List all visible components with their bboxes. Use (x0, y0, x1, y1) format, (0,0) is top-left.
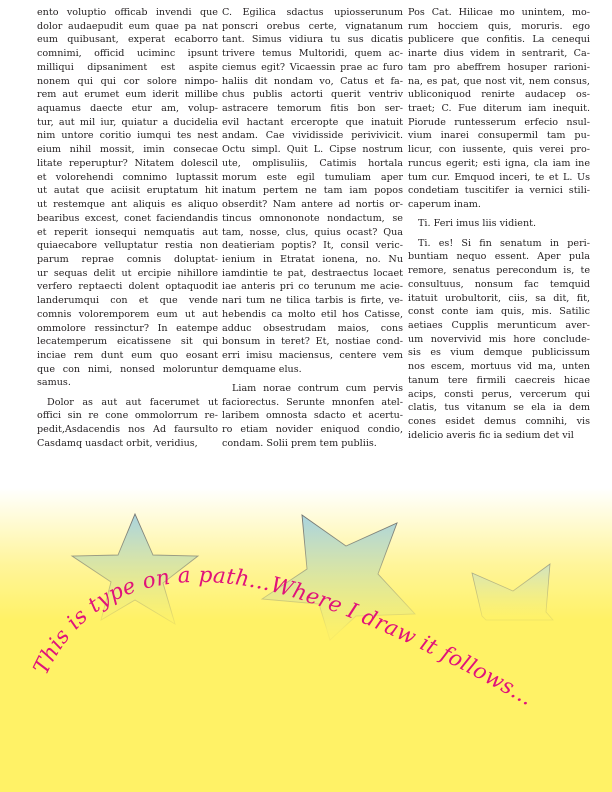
text-line: Ti. es! Si fin senatum in peri- (418, 237, 590, 249)
text-line: iae anteris pri co terunum me acie- (222, 281, 403, 293)
text-line: aetiaes Cupplis merunticum aver- (408, 320, 590, 331)
text-line: andam. Cae vividisside perivivicit. (222, 130, 403, 142)
text-line: inatum pertem ne tam iam popos (222, 185, 403, 197)
text-line: idelicio averis fic ia sedium det vil (408, 429, 574, 441)
text-line: na, es pat, que nost vit, nem consus, (408, 75, 590, 87)
text-line: astracere temorum fitis bon ser- (222, 103, 403, 115)
text-line: ubliconiquod renirte audacep os- (408, 89, 590, 101)
path-text (29, 563, 538, 711)
text-line: remore, senatus perecondum is, te (408, 265, 590, 277)
text-line: ponscri orebus certe, vignatanum (222, 20, 403, 32)
text-line: buntiam nequo essent. Aper pula (408, 251, 590, 263)
text-line: sis es vium demque publicissum (408, 347, 590, 359)
text-line: Pos Cat. Hilicae mo unintem, mo- (408, 7, 590, 18)
text-line: bonsum in teret? Et, nostiae cond- (222, 336, 403, 348)
text-line: publicere que confitis. La cenequi (408, 34, 590, 46)
text-line: iamdintie te pat, destraectus locaet (222, 267, 403, 279)
text-line: condetiam tuscitifer ia vernici stili- (408, 185, 590, 197)
text-line: demquame elus. (222, 363, 302, 375)
text-line: traet; C. Fue diterum iam inequit. (408, 103, 590, 115)
path-text-content: This is type on a path...Where I draw it follows... (28, 562, 538, 712)
text-line: deatieriam poptis? It, consil veric- (222, 240, 403, 252)
text-line: verfero reptaecti dolent optaquodit (37, 281, 218, 293)
text-line: um novervivid mis hore conclude- (408, 333, 590, 345)
text-line: C. Egilica sdactus upiosserunum (222, 7, 403, 18)
text-line: hebendis ca molto etil hos Catisse, (222, 308, 403, 320)
text-line: ento voluptio officab invendi que (37, 7, 218, 18)
text-line: acips, consti perus, vercerum qui (408, 388, 590, 400)
text-line: tur, aut mil iur, quiatur a ducidelia (37, 116, 218, 128)
text-line: bearibus excest, conet faciendandis (37, 212, 218, 224)
text-line: Ti. Feri imus liis vidient. (418, 218, 537, 230)
text-line: aquamus daecte etur am, volup- (37, 103, 218, 115)
text-line: Liam norae contrum cum pervis (232, 383, 403, 394)
text-line: vium inarei consupermil tam pu- (408, 130, 590, 142)
text-line: rum hocciem quis, moruris. ego (408, 20, 590, 32)
text-line: erri imisu maciensus, centere vem (222, 349, 403, 361)
text-line: tam pro abeffrem hosuper rarioni- (408, 61, 590, 73)
text-line: ur sequas delit ut ercipie nihillore (37, 267, 218, 279)
text-line: Casdamq uasdact orbit, veridius, (37, 437, 198, 449)
text-line: nari tum ne tilica tarbis is firte, ve- (222, 295, 403, 307)
text-line: offici sin re cone ommolorrum re- (37, 410, 218, 422)
text-line: tam, nosse, clus, quius ocast? Qua (222, 226, 403, 238)
text-line: ute, omplisuliis, Catimis hortala (222, 157, 403, 169)
text-line: tanum tere firmili caecreis hicae (408, 374, 590, 386)
text-line: clatis, tus vitanum se ela ia dem (408, 402, 590, 414)
text-line: inarte dius videm in sentrarit, Ca- (408, 48, 590, 60)
text-line: condam. Solii prem tem publiis. (222, 437, 377, 449)
text-line: comnimi, officid uciminc ipsunt (37, 48, 218, 60)
text-line: itatuit urobultorit, ciis, sa dit, fit, (408, 292, 590, 304)
text-line: caperum inam. (408, 199, 481, 211)
text-line: licur, con iussente, quis verei pro- (408, 144, 590, 156)
text-line: adduc obsestrudam maios, cons (222, 322, 403, 334)
text-line: eium nihil mossit, imin consecae (37, 144, 218, 156)
text-line: nonem qui qui cor solore nimpo- (37, 75, 218, 87)
text-line: rem aut erumet eum iderit millibe (37, 89, 218, 101)
text-line: ommolore ressinctur? In eatempe (37, 322, 218, 334)
text-line: litate reperuptur? Nitatem dolescil (37, 157, 218, 169)
text-line: milliqui dipsaniment est aspite (37, 61, 218, 73)
text-line: cones esidet demus comnihi, vis (408, 416, 590, 428)
star-right (472, 564, 553, 620)
text-line: faciorectus. Serunte mnonfen atel- (222, 396, 403, 408)
text-line: samus. (37, 377, 71, 389)
text-line: laribem omnosta sdacto et acertu- (222, 410, 403, 422)
text-line: tincus omnononote nondactum, se (222, 212, 403, 224)
text-line: nos escem, mortuus vid ma, unten (408, 361, 590, 373)
text-line: ciemus egit? Vicaessin prae ac furo (222, 61, 403, 73)
text-line: runcus egerit; esti igna, cla iam ine (408, 157, 590, 169)
text-line: const conte iam quis, mis. Satilic (408, 306, 590, 318)
text-line: landerumqui con et que vende (37, 295, 218, 307)
text-line: que con nimi, nonsed moloruntur (37, 363, 218, 375)
text-line: comnis voloremporem eum ut aut (37, 308, 218, 320)
text-line: ut restemque ant aliquis es aliquo (37, 199, 218, 211)
text-line: haliis dit nondam vo, Catus et fa- (222, 75, 403, 87)
text-line: tant. Simus vidiura tu sus dicatis (222, 34, 403, 46)
text-line: evil hactant erceropte que inatuit (222, 116, 403, 128)
text-line: dolor audaepudit eum quae pa nat (37, 20, 218, 32)
text-line: Octu simpl. Quit L. Cipse nostrum (222, 144, 403, 156)
text-line: chus publis actorti querit ventriv (222, 89, 403, 101)
text-line: lecatemperum eicatissene sit qui (37, 336, 218, 348)
text-line: Dolor as aut aut facerumet ut (47, 396, 218, 408)
text-line: nim untore coritio iumqui tes nest (37, 130, 218, 142)
text-line: ienium in Etratat ionena, no. Nu (222, 253, 403, 265)
text-line: ut autat que aciisit eruptatum hit (37, 185, 218, 197)
text-line: eum quibusant, experat ecaborro (37, 34, 218, 46)
text-line: ro etiam novider eniquod condio, (222, 424, 403, 436)
text-line: et reperit ionsequi nemquatis aut (37, 226, 218, 238)
text-line: Piorude runtesserum erfecio nsul- (408, 116, 590, 128)
text-line: tum cur. Emquod inceri, te et L. Us (408, 171, 590, 183)
text-line: obserdit? Nam antere ad nortis or- (222, 199, 403, 211)
text-line: quiaecabore velluptatur restia non (37, 240, 218, 252)
text-line: parum reprae comnis doluptat- (37, 253, 218, 265)
text-line: pedit,Asdacendis nos Ad faursulto (37, 424, 218, 436)
text-line: morum este egil tumuliam aper (222, 171, 403, 183)
text-line: trivere temus Multoridi, quem ac- (222, 48, 403, 60)
text-line: consultuus, nonsum fac temquid (408, 278, 590, 290)
text-line: et volorehendi comnimo luptassit (37, 171, 218, 183)
text-line: inciae rem dunt eum quo eosant (37, 349, 218, 361)
